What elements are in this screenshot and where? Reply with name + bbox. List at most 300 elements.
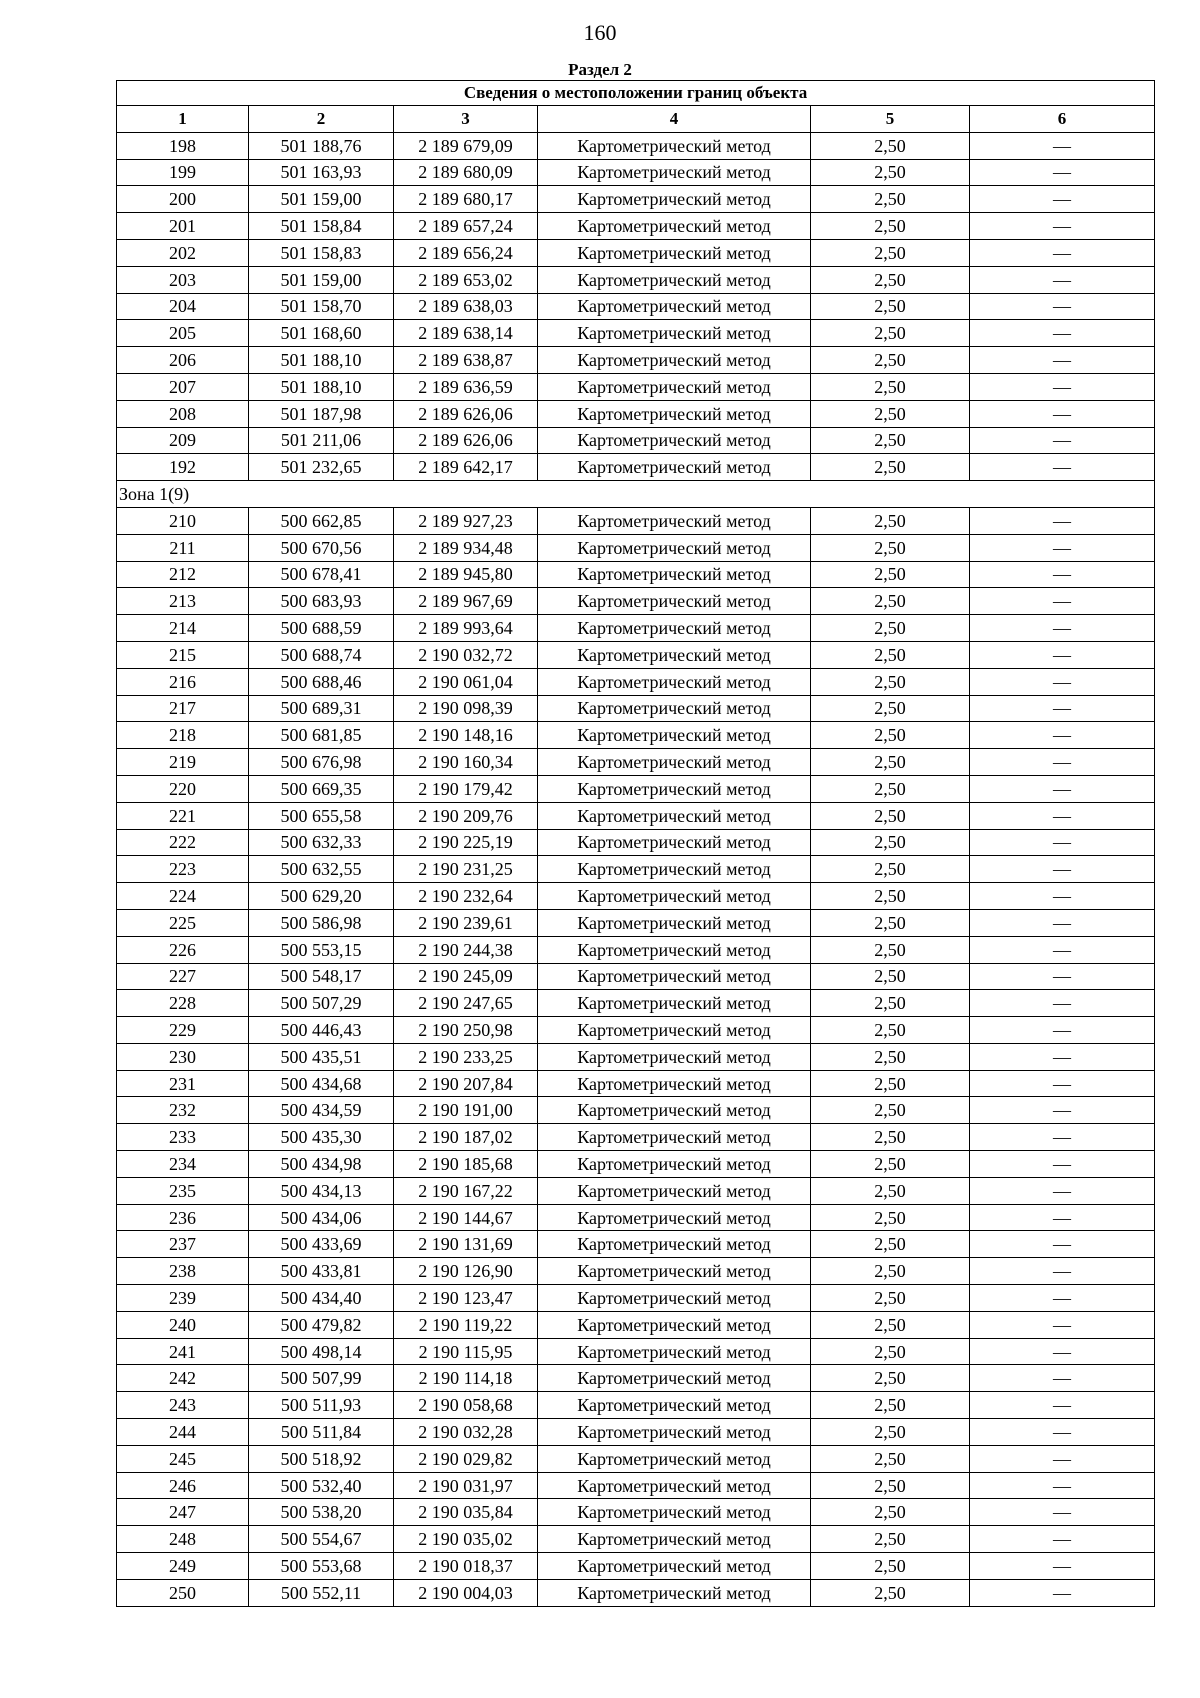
y-coordinate-cell: 2 190 032,28 [394, 1419, 538, 1446]
table-row [117, 400, 1155, 427]
y-coordinate-cell: 2 190 225,19 [394, 829, 538, 856]
table-row [117, 1472, 1155, 1499]
description-cell: — [970, 963, 1155, 990]
description-cell: — [970, 1177, 1155, 1204]
point-number-cell: 218 [117, 722, 249, 749]
accuracy-cell: 2,50 [811, 615, 970, 642]
y-coordinate-cell: 2 190 031,97 [394, 1472, 538, 1499]
method-cell: Картометрический метод [538, 588, 811, 615]
table-row [117, 1017, 1155, 1044]
method-cell: Картометрический метод [538, 561, 811, 588]
x-coordinate-cell: 500 553,68 [249, 1553, 394, 1580]
description-cell: — [970, 159, 1155, 186]
y-coordinate-cell: 2 190 207,84 [394, 1070, 538, 1097]
x-coordinate-cell: 501 211,06 [249, 427, 394, 454]
x-coordinate-cell: 500 662,85 [249, 507, 394, 534]
x-coordinate-cell: 501 158,84 [249, 213, 394, 240]
point-number-cell: 222 [117, 829, 249, 856]
point-number-cell: 241 [117, 1338, 249, 1365]
y-coordinate-cell: 2 190 126,90 [394, 1258, 538, 1285]
table-row [117, 132, 1155, 159]
accuracy-cell: 2,50 [811, 427, 970, 454]
point-number-cell: 199 [117, 159, 249, 186]
accuracy-cell: 2,50 [811, 695, 970, 722]
x-coordinate-cell: 500 479,82 [249, 1311, 394, 1338]
x-coordinate-cell: 500 434,06 [249, 1204, 394, 1231]
y-coordinate-cell: 2 190 148,16 [394, 722, 538, 749]
method-cell: Картометрический метод [538, 1231, 811, 1258]
description-cell: — [970, 1392, 1155, 1419]
y-coordinate-cell: 2 189 638,03 [394, 293, 538, 320]
accuracy-cell: 2,50 [811, 641, 970, 668]
point-number-cell: 206 [117, 347, 249, 374]
column-header: 3 [394, 106, 538, 133]
accuracy-cell: 2,50 [811, 1472, 970, 1499]
y-coordinate-cell: 2 189 680,09 [394, 159, 538, 186]
table-row [117, 1499, 1155, 1526]
table-row [117, 159, 1155, 186]
accuracy-cell: 2,50 [811, 1419, 970, 1446]
description-cell: — [970, 829, 1155, 856]
accuracy-cell: 2,50 [811, 1499, 970, 1526]
table-row [117, 186, 1155, 213]
x-coordinate-cell: 501 159,00 [249, 266, 394, 293]
x-coordinate-cell: 500 683,93 [249, 588, 394, 615]
point-number-cell: 234 [117, 1151, 249, 1178]
x-coordinate-cell: 500 670,56 [249, 534, 394, 561]
accuracy-cell: 2,50 [811, 213, 970, 240]
x-coordinate-cell: 500 629,20 [249, 883, 394, 910]
point-number-cell: 209 [117, 427, 249, 454]
table-row [117, 1445, 1155, 1472]
table-row [117, 213, 1155, 240]
point-number-cell: 203 [117, 266, 249, 293]
y-coordinate-cell: 2 189 934,48 [394, 534, 538, 561]
accuracy-cell: 2,50 [811, 722, 970, 749]
description-cell: — [970, 775, 1155, 802]
point-number-cell: 231 [117, 1070, 249, 1097]
table-row [117, 990, 1155, 1017]
table-row [117, 1043, 1155, 1070]
point-number-cell: 238 [117, 1258, 249, 1285]
description-cell: — [970, 320, 1155, 347]
accuracy-cell: 2,50 [811, 293, 970, 320]
y-coordinate-cell: 2 190 239,61 [394, 909, 538, 936]
point-number-cell: 200 [117, 186, 249, 213]
table-row [117, 561, 1155, 588]
description-cell: — [970, 1579, 1155, 1606]
x-coordinate-cell: 501 187,98 [249, 400, 394, 427]
description-cell: — [970, 990, 1155, 1017]
point-number-cell: 221 [117, 802, 249, 829]
accuracy-cell: 2,50 [811, 347, 970, 374]
x-coordinate-cell: 500 688,46 [249, 668, 394, 695]
description-cell: — [970, 668, 1155, 695]
method-cell: Картометрический метод [538, 775, 811, 802]
point-number-cell: 205 [117, 320, 249, 347]
y-coordinate-cell: 2 189 626,06 [394, 400, 538, 427]
accuracy-cell: 2,50 [811, 239, 970, 266]
accuracy-cell: 2,50 [811, 856, 970, 883]
y-coordinate-cell: 2 190 250,98 [394, 1017, 538, 1044]
x-coordinate-cell: 501 188,10 [249, 373, 394, 400]
accuracy-cell: 2,50 [811, 936, 970, 963]
table-row [117, 1070, 1155, 1097]
x-coordinate-cell: 500 655,58 [249, 802, 394, 829]
x-coordinate-cell: 501 188,76 [249, 132, 394, 159]
method-cell: Картометрический метод [538, 1311, 811, 1338]
table-row [117, 266, 1155, 293]
point-number-cell: 208 [117, 400, 249, 427]
method-cell: Картометрический метод [538, 1419, 811, 1446]
column-header: 1 [117, 106, 249, 133]
x-coordinate-cell: 500 676,98 [249, 749, 394, 776]
accuracy-cell: 2,50 [811, 1204, 970, 1231]
table-row [117, 909, 1155, 936]
method-cell: Картометрический метод [538, 936, 811, 963]
accuracy-cell: 2,50 [811, 1553, 970, 1580]
method-cell: Картометрический метод [538, 1472, 811, 1499]
description-cell: — [970, 454, 1155, 481]
table-row [117, 454, 1155, 481]
y-coordinate-cell: 2 190 245,09 [394, 963, 538, 990]
method-cell: Картометрический метод [538, 427, 811, 454]
method-cell: Картометрический метод [538, 722, 811, 749]
accuracy-cell: 2,50 [811, 1017, 970, 1044]
y-coordinate-cell: 2 190 032,72 [394, 641, 538, 668]
method-cell: Картометрический метод [538, 373, 811, 400]
accuracy-cell: 2,50 [811, 1579, 970, 1606]
method-cell: Картометрический метод [538, 239, 811, 266]
description-cell: — [970, 1124, 1155, 1151]
table-row [117, 1258, 1155, 1285]
method-cell: Картометрический метод [538, 1204, 811, 1231]
method-cell: Картометрический метод [538, 1553, 811, 1580]
page-number: 160 [583, 20, 617, 45]
y-coordinate-cell: 2 190 185,68 [394, 1151, 538, 1178]
x-coordinate-cell: 500 498,14 [249, 1338, 394, 1365]
description-cell: — [970, 588, 1155, 615]
point-number-cell: 250 [117, 1579, 249, 1606]
accuracy-cell: 2,50 [811, 186, 970, 213]
y-coordinate-cell: 2 190 098,39 [394, 695, 538, 722]
point-number-cell: 232 [117, 1097, 249, 1124]
zone-label: Зона 1(9) [117, 481, 1155, 508]
method-cell: Картометрический метод [538, 1017, 811, 1044]
y-coordinate-cell: 2 190 247,65 [394, 990, 538, 1017]
description-cell: — [970, 1499, 1155, 1526]
description-cell: — [970, 1258, 1155, 1285]
accuracy-cell: 2,50 [811, 1097, 970, 1124]
method-cell: Картометрический метод [538, 695, 811, 722]
table-row [117, 829, 1155, 856]
description-cell: — [970, 186, 1155, 213]
y-coordinate-cell: 2 190 144,67 [394, 1204, 538, 1231]
table-row [117, 1177, 1155, 1204]
x-coordinate-cell: 500 632,55 [249, 856, 394, 883]
point-number-cell: 243 [117, 1392, 249, 1419]
method-cell: Картометрический метод [538, 856, 811, 883]
x-coordinate-cell: 500 681,85 [249, 722, 394, 749]
description-cell: — [970, 213, 1155, 240]
method-cell: Картометрический метод [538, 1365, 811, 1392]
accuracy-cell: 2,50 [811, 829, 970, 856]
table-row [117, 1365, 1155, 1392]
method-cell: Картометрический метод [538, 1070, 811, 1097]
column-number-row [117, 106, 1155, 133]
description-cell: — [970, 856, 1155, 883]
method-cell: Картометрический метод [538, 990, 811, 1017]
method-cell: Картометрический метод [538, 1338, 811, 1365]
point-number-cell: 192 [117, 454, 249, 481]
method-cell: Картометрический метод [538, 320, 811, 347]
table-header [117, 81, 1155, 133]
y-coordinate-cell: 2 189 626,06 [394, 427, 538, 454]
description-cell: — [970, 1043, 1155, 1070]
y-coordinate-cell: 2 189 993,64 [394, 615, 538, 642]
method-cell: Картометрический метод [538, 1177, 811, 1204]
y-coordinate-cell: 2 190 179,42 [394, 775, 538, 802]
y-coordinate-cell: 2 190 035,84 [394, 1499, 538, 1526]
point-number-cell: 219 [117, 749, 249, 776]
description-cell: — [970, 1445, 1155, 1472]
point-number-cell: 235 [117, 1177, 249, 1204]
method-cell: Картометрический метод [538, 1097, 811, 1124]
x-coordinate-cell: 500 532,40 [249, 1472, 394, 1499]
x-coordinate-cell: 500 554,67 [249, 1526, 394, 1553]
accuracy-cell: 2,50 [811, 320, 970, 347]
point-number-cell: 226 [117, 936, 249, 963]
accuracy-cell: 2,50 [811, 1285, 970, 1312]
table-row [117, 722, 1155, 749]
y-coordinate-cell: 2 190 115,95 [394, 1338, 538, 1365]
y-coordinate-cell: 2 190 244,38 [394, 936, 538, 963]
description-cell: — [970, 239, 1155, 266]
table-row [117, 507, 1155, 534]
description-cell: — [970, 1231, 1155, 1258]
y-coordinate-cell: 2 190 167,22 [394, 1177, 538, 1204]
point-number-cell: 229 [117, 1017, 249, 1044]
y-coordinate-cell: 2 189 657,24 [394, 213, 538, 240]
table-row [117, 1338, 1155, 1365]
point-number-cell: 249 [117, 1553, 249, 1580]
x-coordinate-cell: 501 188,10 [249, 347, 394, 374]
description-cell: — [970, 1311, 1155, 1338]
table-row [117, 1151, 1155, 1178]
method-cell: Картометрический метод [538, 829, 811, 856]
description-cell: — [970, 266, 1155, 293]
y-coordinate-cell: 2 189 638,87 [394, 347, 538, 374]
x-coordinate-cell: 500 434,98 [249, 1151, 394, 1178]
boundary-coordinates-table [116, 80, 1155, 1607]
y-coordinate-cell: 2 189 927,23 [394, 507, 538, 534]
description-cell: — [970, 641, 1155, 668]
x-coordinate-cell: 500 669,35 [249, 775, 394, 802]
accuracy-cell: 2,50 [811, 1392, 970, 1419]
x-coordinate-cell: 500 511,84 [249, 1419, 394, 1446]
point-number-cell: 211 [117, 534, 249, 561]
method-cell: Картометрический метод [538, 1151, 811, 1178]
x-coordinate-cell: 500 507,99 [249, 1365, 394, 1392]
y-coordinate-cell: 2 190 018,37 [394, 1553, 538, 1580]
point-number-cell: 248 [117, 1526, 249, 1553]
table-row [117, 695, 1155, 722]
description-cell: — [970, 534, 1155, 561]
x-coordinate-cell: 500 688,74 [249, 641, 394, 668]
accuracy-cell: 2,50 [811, 1124, 970, 1151]
x-coordinate-cell: 500 553,15 [249, 936, 394, 963]
table-row [117, 963, 1155, 990]
table-row [117, 1419, 1155, 1446]
method-cell: Картометрический метод [538, 963, 811, 990]
x-coordinate-cell: 500 446,43 [249, 1017, 394, 1044]
table-row [117, 883, 1155, 910]
description-cell: — [970, 1526, 1155, 1553]
method-cell: Картометрический метод [538, 615, 811, 642]
y-coordinate-cell: 2 189 636,59 [394, 373, 538, 400]
description-cell: — [970, 749, 1155, 776]
description-cell: — [970, 1204, 1155, 1231]
method-cell: Картометрический метод [538, 1579, 811, 1606]
accuracy-cell: 2,50 [811, 534, 970, 561]
section-title: Раздел 2 [568, 60, 632, 79]
method-cell: Картометрический метод [538, 1392, 811, 1419]
accuracy-cell: 2,50 [811, 1258, 970, 1285]
method-cell: Картометрический метод [538, 909, 811, 936]
accuracy-cell: 2,50 [811, 668, 970, 695]
method-cell: Картометрический метод [538, 1258, 811, 1285]
y-coordinate-cell: 2 190 114,18 [394, 1365, 538, 1392]
x-coordinate-cell: 500 434,40 [249, 1285, 394, 1312]
accuracy-cell: 2,50 [811, 507, 970, 534]
y-coordinate-cell: 2 189 653,02 [394, 266, 538, 293]
method-cell: Картометрический метод [538, 159, 811, 186]
point-number-cell: 244 [117, 1419, 249, 1446]
description-cell: — [970, 400, 1155, 427]
x-coordinate-cell: 500 678,41 [249, 561, 394, 588]
accuracy-cell: 2,50 [811, 1043, 970, 1070]
table-row [117, 534, 1155, 561]
y-coordinate-cell: 2 190 191,00 [394, 1097, 538, 1124]
method-cell: Картометрический метод [538, 132, 811, 159]
x-coordinate-cell: 500 434,13 [249, 1177, 394, 1204]
x-coordinate-cell: 501 163,93 [249, 159, 394, 186]
y-coordinate-cell: 2 190 160,34 [394, 749, 538, 776]
table-row [117, 856, 1155, 883]
point-number-cell: 225 [117, 909, 249, 936]
accuracy-cell: 2,50 [811, 588, 970, 615]
point-number-cell: 198 [117, 132, 249, 159]
y-coordinate-cell: 2 189 945,80 [394, 561, 538, 588]
point-number-cell: 245 [117, 1445, 249, 1472]
accuracy-cell: 2,50 [811, 266, 970, 293]
table-row [117, 320, 1155, 347]
description-cell: — [970, 936, 1155, 963]
description-cell: — [970, 1285, 1155, 1312]
description-cell: — [970, 695, 1155, 722]
method-cell: Картометрический метод [538, 400, 811, 427]
description-cell: — [970, 722, 1155, 749]
point-number-cell: 212 [117, 561, 249, 588]
method-cell: Картометрический метод [538, 266, 811, 293]
point-number-cell: 215 [117, 641, 249, 668]
x-coordinate-cell: 500 433,69 [249, 1231, 394, 1258]
accuracy-cell: 2,50 [811, 1365, 970, 1392]
table-row [117, 749, 1155, 776]
table-row [117, 588, 1155, 615]
method-cell: Картометрический метод [538, 883, 811, 910]
description-cell: — [970, 1365, 1155, 1392]
table-row [117, 775, 1155, 802]
point-number-cell: 236 [117, 1204, 249, 1231]
description-cell: — [970, 909, 1155, 936]
accuracy-cell: 2,50 [811, 990, 970, 1017]
y-coordinate-cell: 2 190 231,25 [394, 856, 538, 883]
table-row [117, 1526, 1155, 1553]
x-coordinate-cell: 500 507,29 [249, 990, 394, 1017]
point-number-cell: 230 [117, 1043, 249, 1070]
point-number-cell: 246 [117, 1472, 249, 1499]
x-coordinate-cell: 500 552,11 [249, 1579, 394, 1606]
y-coordinate-cell: 2 189 642,17 [394, 454, 538, 481]
description-cell: — [970, 1017, 1155, 1044]
accuracy-cell: 2,50 [811, 1338, 970, 1365]
y-coordinate-cell: 2 190 035,02 [394, 1526, 538, 1553]
method-cell: Картометрический метод [538, 454, 811, 481]
description-cell: — [970, 883, 1155, 910]
table-body [117, 132, 1155, 1606]
x-coordinate-cell: 500 434,68 [249, 1070, 394, 1097]
table-row [117, 1231, 1155, 1258]
accuracy-cell: 2,50 [811, 1445, 970, 1472]
table-caption: Сведения о местоположении границ объекта [117, 81, 1155, 106]
method-cell: Картометрический метод [538, 1124, 811, 1151]
accuracy-cell: 2,50 [811, 1070, 970, 1097]
x-coordinate-cell: 501 158,70 [249, 293, 394, 320]
method-cell: Картометрический метод [538, 1499, 811, 1526]
table-row [117, 1311, 1155, 1338]
accuracy-cell: 2,50 [811, 909, 970, 936]
table-row [117, 802, 1155, 829]
description-cell: — [970, 1419, 1155, 1446]
description-cell: — [970, 132, 1155, 159]
description-cell: — [970, 1472, 1155, 1499]
accuracy-cell: 2,50 [811, 132, 970, 159]
accuracy-cell: 2,50 [811, 1231, 970, 1258]
accuracy-cell: 2,50 [811, 1151, 970, 1178]
accuracy-cell: 2,50 [811, 561, 970, 588]
point-number-cell: 213 [117, 588, 249, 615]
method-cell: Картометрический метод [538, 186, 811, 213]
y-coordinate-cell: 2 190 058,68 [394, 1392, 538, 1419]
point-number-cell: 240 [117, 1311, 249, 1338]
y-coordinate-cell: 2 190 123,47 [394, 1285, 538, 1312]
method-cell: Картометрический метод [538, 641, 811, 668]
y-coordinate-cell: 2 190 232,64 [394, 883, 538, 910]
point-number-cell: 247 [117, 1499, 249, 1526]
accuracy-cell: 2,50 [811, 373, 970, 400]
accuracy-cell: 2,50 [811, 1311, 970, 1338]
y-coordinate-cell: 2 190 131,69 [394, 1231, 538, 1258]
method-cell: Картометрический метод [538, 668, 811, 695]
y-coordinate-cell: 2 189 638,14 [394, 320, 538, 347]
description-cell: — [970, 373, 1155, 400]
table-row [117, 668, 1155, 695]
accuracy-cell: 2,50 [811, 749, 970, 776]
method-cell: Картометрический метод [538, 213, 811, 240]
point-number-cell: 227 [117, 963, 249, 990]
accuracy-cell: 2,50 [811, 400, 970, 427]
